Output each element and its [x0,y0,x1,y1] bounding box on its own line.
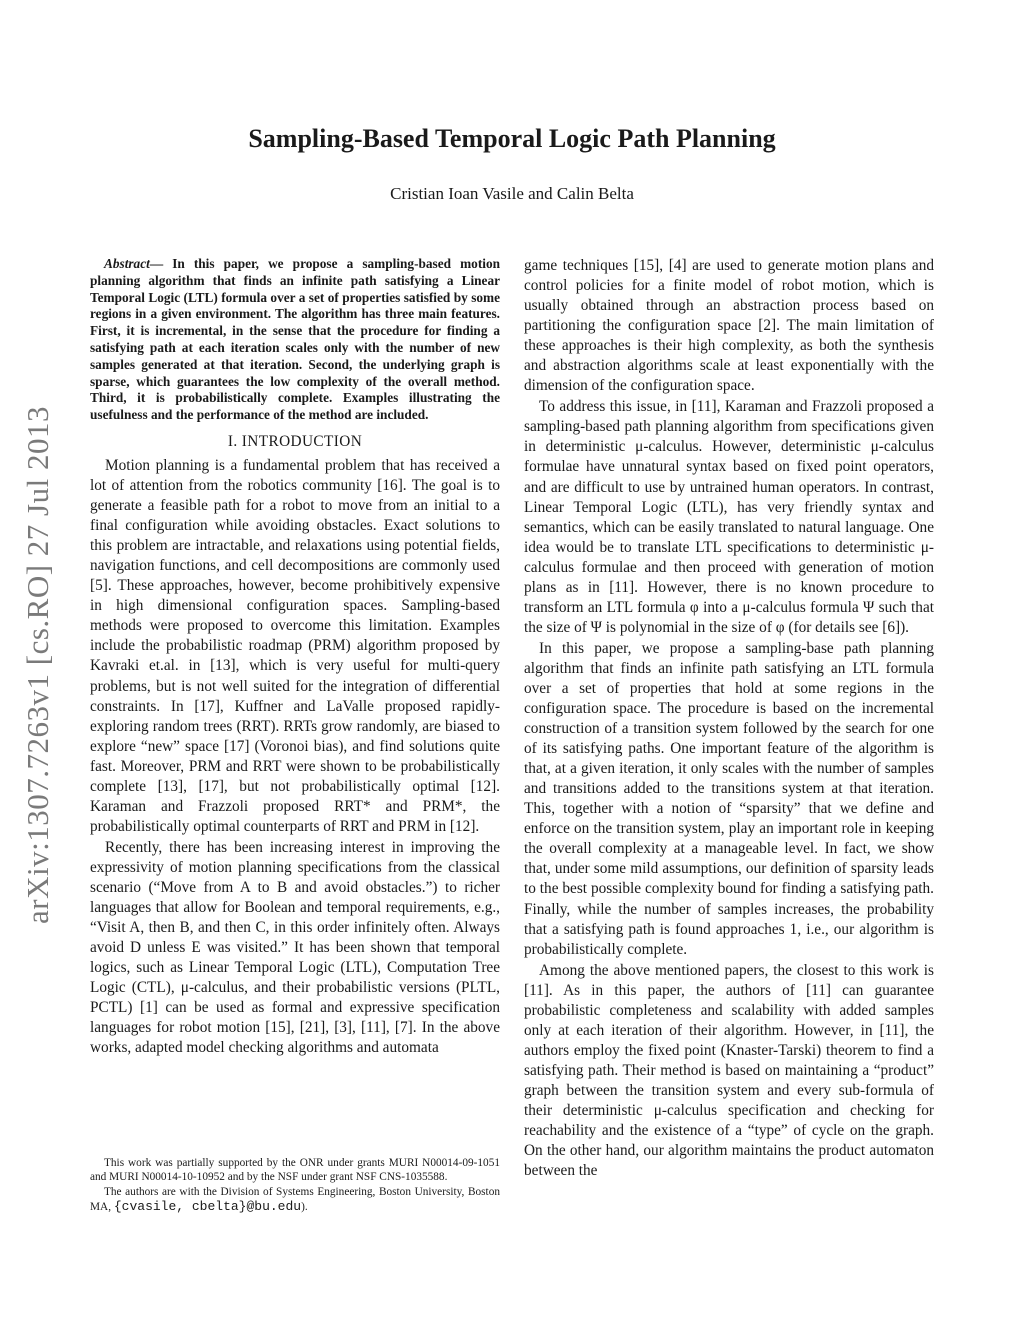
section-heading-introduction: I. INTRODUCTION [227,432,363,450]
paragraph: Among the above mentioned papers, the closest to this work is [11]. As in this paper, the authors of [11] can guarantee probabilistic completeness and scalability with added samples only at each iteration of their algorithm. However, in [11], the authors employ the fixed point (Knaster-Tarski) theorem to find a satisfying path. Their method is based on maintaining a “product” graph between the transition system and every sub-formula of their deterministic μ-calculus specification and checking for reachability and the existence of a “type” of cycle on the graph. On the other hand, our algorithm maintains the product automaton between the [524,961,934,1180]
paper-title: Sampling-Based Temporal Logic Path Planning [248,124,776,153]
paragraph: To address this issue, in [11], Karaman and Frazzoli proposed a sampling-based path planning algorithm from specifications given in deterministic μ-calculus. However, deterministic μ-calculus formulae have unnatural syntax based on fixed point operators, and are difficult to use by untrained human operators. In contrast, Linear Temporal Logic (LTL), has very friendly syntax and semantics, which can be easily translated to natural language. One idea would be to translate LTL specifications to deterministic μ-calculus formulae and then proceed with generation of motion plans as in [11]. However, there is no known procedure to transform an LTL formula φ into a μ-calculus formula Ψ such that the size of Ψ is polynomial in the size of φ (for details see [6]). [524,398,934,636]
footnote-funding: This work was partially supported by the ONR under grants MURI N00014-09-1051 and MURI N00014-10-10952 and by the NSF under grant NSF CNS-1035588. [90,1157,500,1183]
paragraph: Recently, there has been increasing interest in improving the expressivity of motion planning specifications from the classical scenario (“Move from A to B and avoid obstacles.”) to richer languages that allow for Boolean and temporal requirements, e.g., “Visit A, then B, and then C, in this order infinitely often. Always avoid D unless E was visited.” It has been shown that temporal logics, such as Linear Temporal Logic (LTL), Computation Tree Logic (CTL), μ-calculus, and their probabilistic versions (PLTL, PCTL) [1] can be used as formal and expressive specification languages for robot motion [15], [21], [3], [11], [7]. In the above works, adapted model checking algorithms and automata [90,838,500,1057]
paper-authors: Cristian Ioan Vasile and Calin Belta [390,184,634,203]
footnote-affiliation-end: ). [301,1200,308,1213]
footnote-affiliation-text: The authors are with the Division of Systems Engineering, Boston University, Boston MA, [90,1186,500,1213]
author-emails: {cvasile, cbelta}@bu.edu [113,1198,302,1214]
abstract-text: — In this paper, we propose a sampling-based motion planning algorithm that finds an infinite path satisfying a Linear Temporal Logic (LTL) formula over a set of properties satisfied by some regions in a given environment. The algorithm has three main features. First, it is incremental, in the sense that the procedure for finding a satisfying path at each iteration scales only with the number of new samples generated at that iteration. Second, the underlying graph is sparse, which guarantees the low complexity of the overall method. Third, it is probabilistically complete. Examples illustrating the usefulness and the performance of the method are included. [90,256,500,423]
abstract [90,256,500,424]
right-column [524,256,934,1246]
paragraph: Motion planning is a fundamental problem that has received a lot of attention from the robotics community [16]. The goal is to generate a feasible path for a robot to move from an initial to a final configuration while avoiding obstacles. Exact solutions to this problem are intractable, and relaxations using potential fields, navigation functions, and cell decompositions are commonly used [5]. These approaches, however, become prohibitively expensive in high dimensional configuration spaces. Sampling-based methods were proposed to overcome this limitation. Examples include the probabilistic roadmap (PRM) algorithm proposed by Kavraki et.al. in [13], which is very useful for multi-query problems, but is not well suited for the integration of differential constraints. In [17], Kuffner and LaValle proposed rapidly-exploring random trees (RRT). RRTs grow randomly, are biased to explore “new” space [17] (Voronoi bias), and find solutions quite fast. Moreover, PRM and RRT were shown to be probabilistically complete [13], [17], but not probabilistically optimal [12]. Karaman and Frazzoli proposed RRT* and PRM*, the probabilistically optimal counterparts of RRT and PRM in [12]. [90,457,500,835]
arxiv-stamp [10,375,66,955]
footnotes [90,1157,500,1216]
arxiv-stamp-text: arXiv:1307.7263v1 [cs.RO] 27 Jul 2013 [20,406,55,924]
abstract-label: Abstract [104,256,150,271]
paragraph: In this paper, we propose a sampling-base path planning algorithm that finds an infinite path satisfying an LTL formula over a set of properties that hold at some regions in the configuration space. The procedure is based on the incremental construction of a transition system followed by the search for one of its satisfying paths. One important feature of the algorithm is that, at a given iteration, it only scales with the number of samples and transitions added to the transitions system at that iteration. This, together with a notion of “sparsity” that we define and enforce on the transition system, play an important role in keeping the overall complexity at a manageable level. In fact, we show that, under some mild assumptions, our definition of sparsity leads to the best possible complexity bound for finding a satisfying path. Finally, while the number of samples increases, the probability that a satisfying path is found approaches 1, i.e., our algorithm is probabilistically complete. [524,639,934,958]
left-column [90,256,500,1246]
footnote-affiliation [90,1186,500,1214]
paragraph: game techniques [15], [4] are used to generate motion plans and control policies for a finite model of robot motion, which is usually obtained through an abstraction process based on partitioning the configuration space [2]. The main limitation of these approaches is their high complexity, as both the synthesis and abstraction algorithms scale at least exponentially with the dimension of the configuration space. [524,257,934,395]
